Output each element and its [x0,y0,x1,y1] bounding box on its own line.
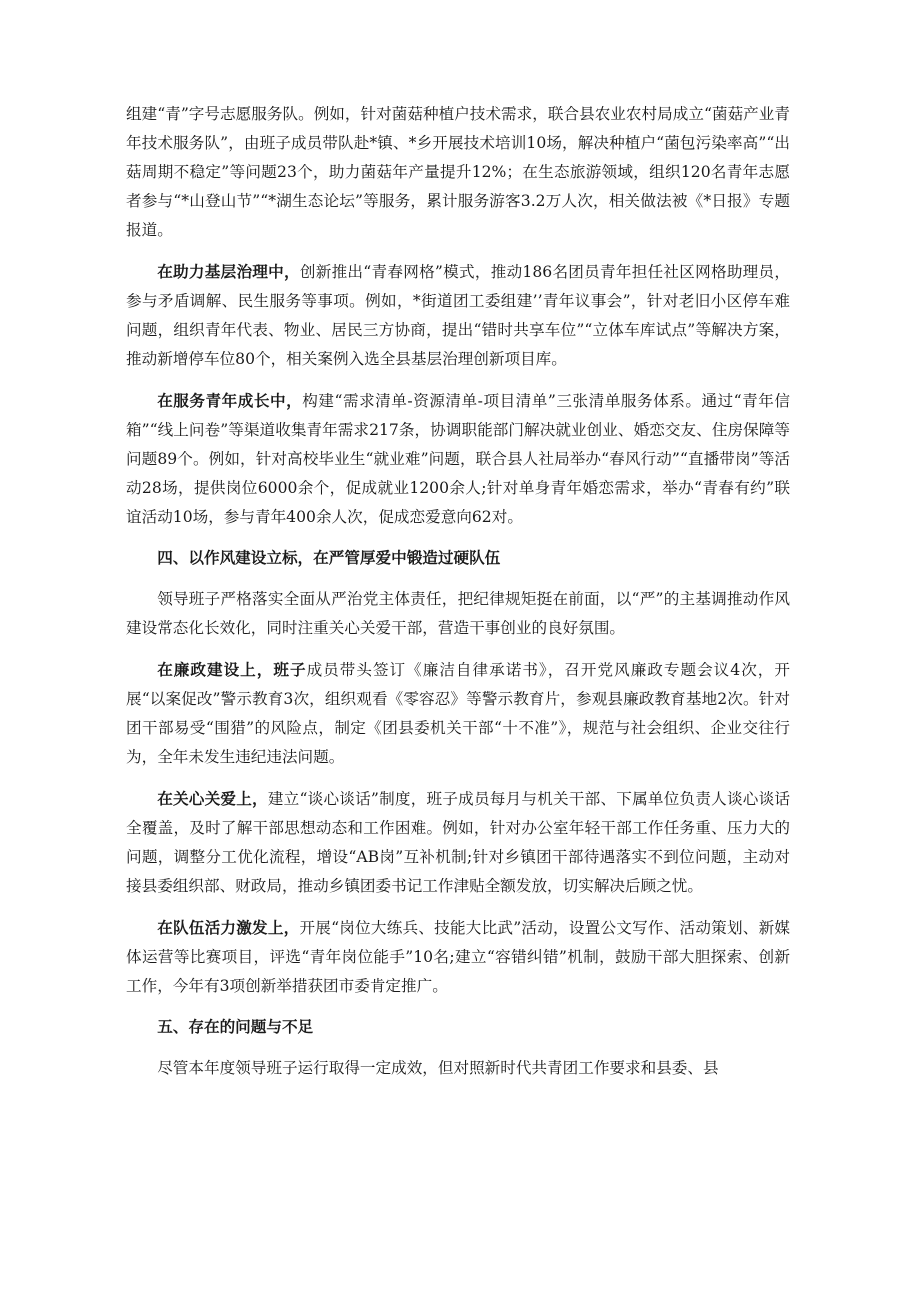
paragraph-text: 开展“岗位大练兵、技能大比武”活动，设置公文写作、活动策划、新媒体运营等比赛项目，评选“青年岗位能手”10名;建立“容错纠错”机制，鼓励干部大胆探索、创新工作，今年有3项创新举措获团市委肯定推广。 [126,919,790,995]
paragraph-text: 建立“谈心谈话”制度，班子成员每月与机关干部、下属单位负责人谈心谈话全覆盖，及时了解干部思想动态和工作困难。例如，针对办公室年轻干部工作任务重、压力大的问题，调整分工优化流程，增设“AB岗”互补机制;针对乡镇团干部待遇落实不到位问题，主动对接县委组织部、财政局，推动乡镇团委书记工作津贴全额发放，切实解决后顾之忧。 [126,790,790,895]
paragraph-text: 成员带头签订《廉洁自律承诺书》，召开党风廉政专题会议4次，开展“以案促改”警示教育3次，组织观看《零容忍》等警示教育片，参观县廉政教育基地2次。针对团干部易受“围猎”的风险点，制定《团县委机关干部“十不准”》，规范与社会组织、企业交往行为，全年未发生违纪违法问题。 [126,661,790,766]
paragraph-text: 构建“需求清单-资源清单-项目清单”三张清单服务体系。通过“青年信箱”“线上问卷”等渠道收集青年需求217条，协调职能部门解决就业创业、婚恋交友、住房保障等问题89个。例如，针对高校毕业生“就业难”问题，联合县人社局举办“春风行动”“直播带岗”等活动28场，提供岗位6000余个，促成就业1200余人;针对单身青年婚恋需求，举办“青春有约”联谊活动10场，参与青年400余人次，促成恋爱意向62对。 [126,392,790,526]
paragraph-text: 尽管本年度领导班子运行取得一定成效，但对照新时代共青团工作要求和县委、县 [157,1059,719,1077]
paragraph-care-for-cadres [126,784,790,901]
paragraph-lead: 在助力基层治理中， [157,262,300,281]
paragraph-text: 组建“青”字号志愿服务队。例如，针对菌菇种植户技术需求，联合县农业农村局成立“菌菇产业青年技术服务队”，由班子成员带队赴*镇、*乡开展技术培训10场，解决种植户“菌包污染率高”“出菇周期不稳定”等问题23个，助力菌菇年产量提升12%；在生态旅游领域，组织120名青年志愿者参与“*山登山节”“*湖生态论坛”等服务，累计服务游客3.2万人次，相关做法被《*日报》专题报道。 [126,105,790,239]
paragraph-integrity-building [126,655,790,772]
paragraph-lead: 在关心关爱上， [157,789,268,808]
paragraph-lead: 在廉政建设上，班子 [157,660,307,679]
paragraph-youth-growth [126,386,790,532]
paragraph-lead: 在队伍活力激发上， [157,918,300,937]
paragraph-lead: 在服务青年成长中， [157,391,303,410]
paragraph-problems-intro [126,1054,790,1083]
paragraph-volunteer-service [126,100,790,245]
paragraph-work-style-intro [126,585,790,643]
paragraph-text: 创新推出“青春网格”模式，推动186名团员青年担任社区网格助理员，参与矛盾调解、民生服务等事项。例如，*街道团工委组建’’青年议事会”，针对老旧小区停车难问题，组织青年代表、物业、居民三方协商，提出“错时共享车位”“立体车库试点”等解决方案，推动新增停车位80个，相关案例入选全县基层治理创新项目库。 [126,263,790,368]
paragraph-team-vitality [126,913,790,1001]
section-heading-five: 五、存在的问题与不足 [157,1018,314,1036]
section-heading-four: 四、以作风建设立标，在严管厚爱中锻造过硬队伍 [157,549,501,567]
document-body [126,100,790,1095]
paragraph-text: 领导班子严格落实全面从严治党主体责任，把纪律规矩挺在前面，以“严”的主基调推动作风建设常态化长效化，同时注重关心关爱干部，营造干事创业的良好氛围。 [126,590,790,637]
paragraph-grassroots-governance [126,257,790,374]
